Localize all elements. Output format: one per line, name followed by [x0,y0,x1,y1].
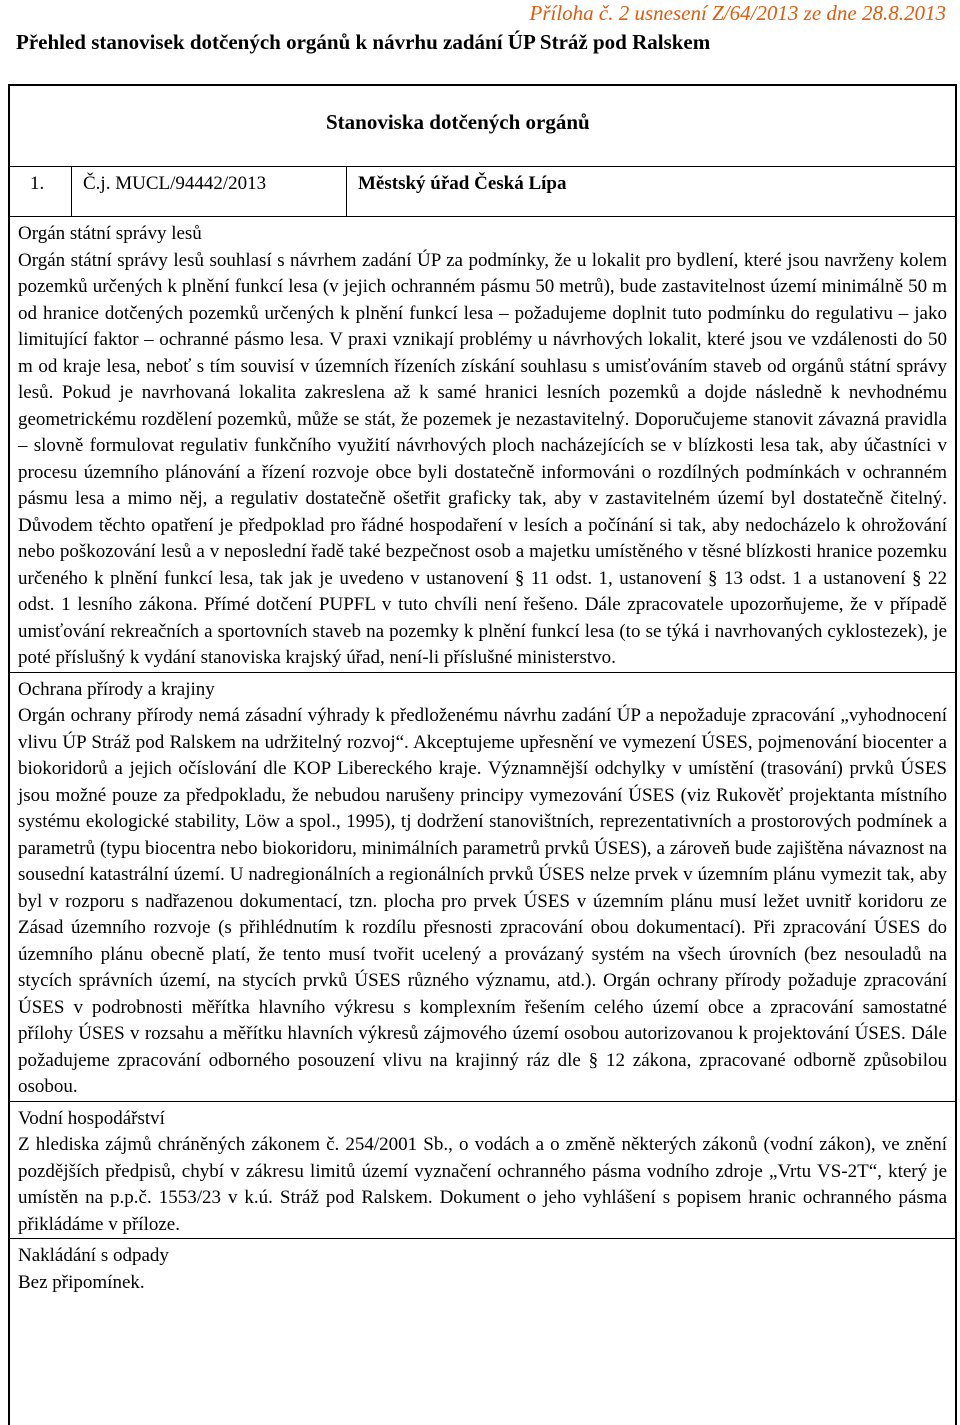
section-body: Orgán státní správy lesů souhlasí s návrhem zadání ÚP za podmínky, že u lokalit pro bydlení, které jsou navrženy kolem pozemků určených k plnění funkcí lesa (v jejich ochranném pásmu 50 metrů), bude zastavitelnost území minimálně 50 m od hranice dotčených pozemků určených k plnění funkcí lesa – požadujeme doplnit tuto podmínku do regulativu – jako limitující faktor – ochranné pásmo lesa. V praxi vznikají problémy u návrhových lokalit, které jsou ve vzdálenosti do 50 m od kraje lesa, neboť s tím souvisí v územních řízeních získání souhlasu s umisťováním staveb od orgánů státní správy lesů. Pokud je navrhovaná lokalita zakreslena až k samé hranici lesních pozemků a dojde následně k nevhodnému geometrickému rozdělení pozemků, může se stát, že pozemek je nezastavitelný. Doporučujeme stanovit závazná pravidla – slovně formulovat regulativ funkčního využití návrhových ploch nacházejících se v blízkosti lesa tak, aby účastníci v procesu územního plánování a řízení rozvoje obce byli dostatečně informováni o rozdílných podmínkách v ochranném pásmu lesa a mimo něj, a regulativ dostatečně ošetřit graficky tak, aby v zastavitelném území byl dostatečně čitelný. Důvodem těchto opatření je předpoklad pro řádné hospodaření v lesích a počínání si tak, aby nedocházelo k ohrožování nebo poškozování lesů a v neposlední řadě také bezpečnost osob a majetku umístěného v těsné blízkosti hranice pozemku určeného k plnění funkcí lesa, tak jak je uvedeno v ustanovení § 11 odst. 1, ustanovení § 13 odst. 1 a ustanovení § 22 odst. 1 lesního zákona. Přímé dotčení PUPFL v tuto chvíli není řešeno. Dále zpracovatele upozorňujeme, že v případě umisťování rekreačních a sportovních staveb na pozemky k plnění funkcí lesa (to se týká i navrhovaných cyklostezek), je poté příslušný k vydání stanoviska krajský úřad, není-li příslušné ministerstvo. [18,249,947,668]
section-title: Orgán státní správy lesů [18,223,202,244]
section-body: Orgán ochrany přírody nemá zásadní výhrady k předloženému návrhu zadání ÚP a nepožaduje zpracování „vyhodnocení vlivu ÚP Stráž pod Ralskem na udržitelný rozvoj“. Akceptujeme upřesnění ve vymezení ÚSES, pojmenování biocenter a biokoridorů a jejich očíslování dle KOP Libereckého kraje. Významnější odchylky v umístění (trasování) prvků ÚSES jsou možné pouze za předpokladu, že nebudou narušeny principy vymezování ÚSES (viz Rukověť projektanta místního systému ekologické stability, Löw a spol., 1995), tj dodržení stanovištních, reprezentativních a prostorových podmínek a parametrů (typu biocentra nebo biokoridoru, minimálních parametrů prvků ÚSES), a zároveň bude zajištěna návaznost na sousední katastrální území. U nadregionálních a regionálních prvků ÚSES nelze prvek v územním plánu vymezit tak, aby byl v rozporu s nadřazenou dokumentací, tzn. plocha pro prvek ÚSES v územním plánu musí ležet uvnitř koridoru ze Zásad územního rozvoje (s přihlédnutím k rozdílu přesnosti zpracování obou dokumentací). Při zpracování ÚSES do územního plánu obecně platí, že tento musí tvořit ucelený a provázaný systém na všech úrovních (bez nesouladů na stycích správních území, na stycích prvků ÚSES různého významu, atd.). Orgán ochrany přírody požaduje zpracování ÚSES v podrobnosti měřítka hlavního výkresu s komplexním řešením celého území obce a zpracování samostatné přílohy ÚSES v rozsahu a měřítku hlavních výkresů zájmového území osobou autorizovanou k projektování ÚSES. Dále požadujeme zpracování odborného posouzení vlivu na krajinný ráz dle § 12 zákona, zpracované odborně způsobilou osobou. [18,705,947,1097]
section-body: Bez připomínek. [18,1271,145,1293]
section-title: Ochrana přírody a krajiny [18,678,215,700]
section-body: Z hlediska zájmů chráněných zákonem č. 254/2001 Sb., o vodách a o změně některých zákonů (vodní zákon), ve znění pozdějších předpisů, chybí v zákresu limitů území vyznačení ochranného pásma vodního zdroje „Vrtu VS-2T“, který je umístěn na p.p.č. 1553/23 v k.ú. Stráž pod Ralskem. Dokument o jeho vyhlášení s popisem hranic ochranného pásma přikládáme v příloze. [18,1134,947,1235]
section-waste [10,1238,955,1296]
opinions-table [8,84,957,1425]
section-nature-protection [10,672,955,1101]
column-divider [71,167,72,217]
entry-reference: Č.j. MUCL/94442/2013 [83,173,267,194]
entry-number: 1. [30,173,45,194]
sections-list [10,216,955,1296]
section-water-management [10,1101,955,1239]
entry-authority: Městský úřad Česká Lípa [358,173,567,194]
section-forestry [10,216,955,672]
table-heading: Stanoviska dotčených orgánů [326,110,590,134]
attachment-label: Příloha č. 2 usnesení Z/64/2013 ze dne 28.8.2013 [529,1,946,25]
section-title: Vodní hospodářství [18,1107,165,1129]
document-title: Přehled stanovisek dotčených orgánů k návrhu zadání ÚP Stráž pod Ralskem [16,30,711,54]
entry-row [10,166,955,217]
table-header [10,86,955,216]
section-title: Nakládání s odpady [18,1245,169,1266]
column-divider [346,167,347,217]
